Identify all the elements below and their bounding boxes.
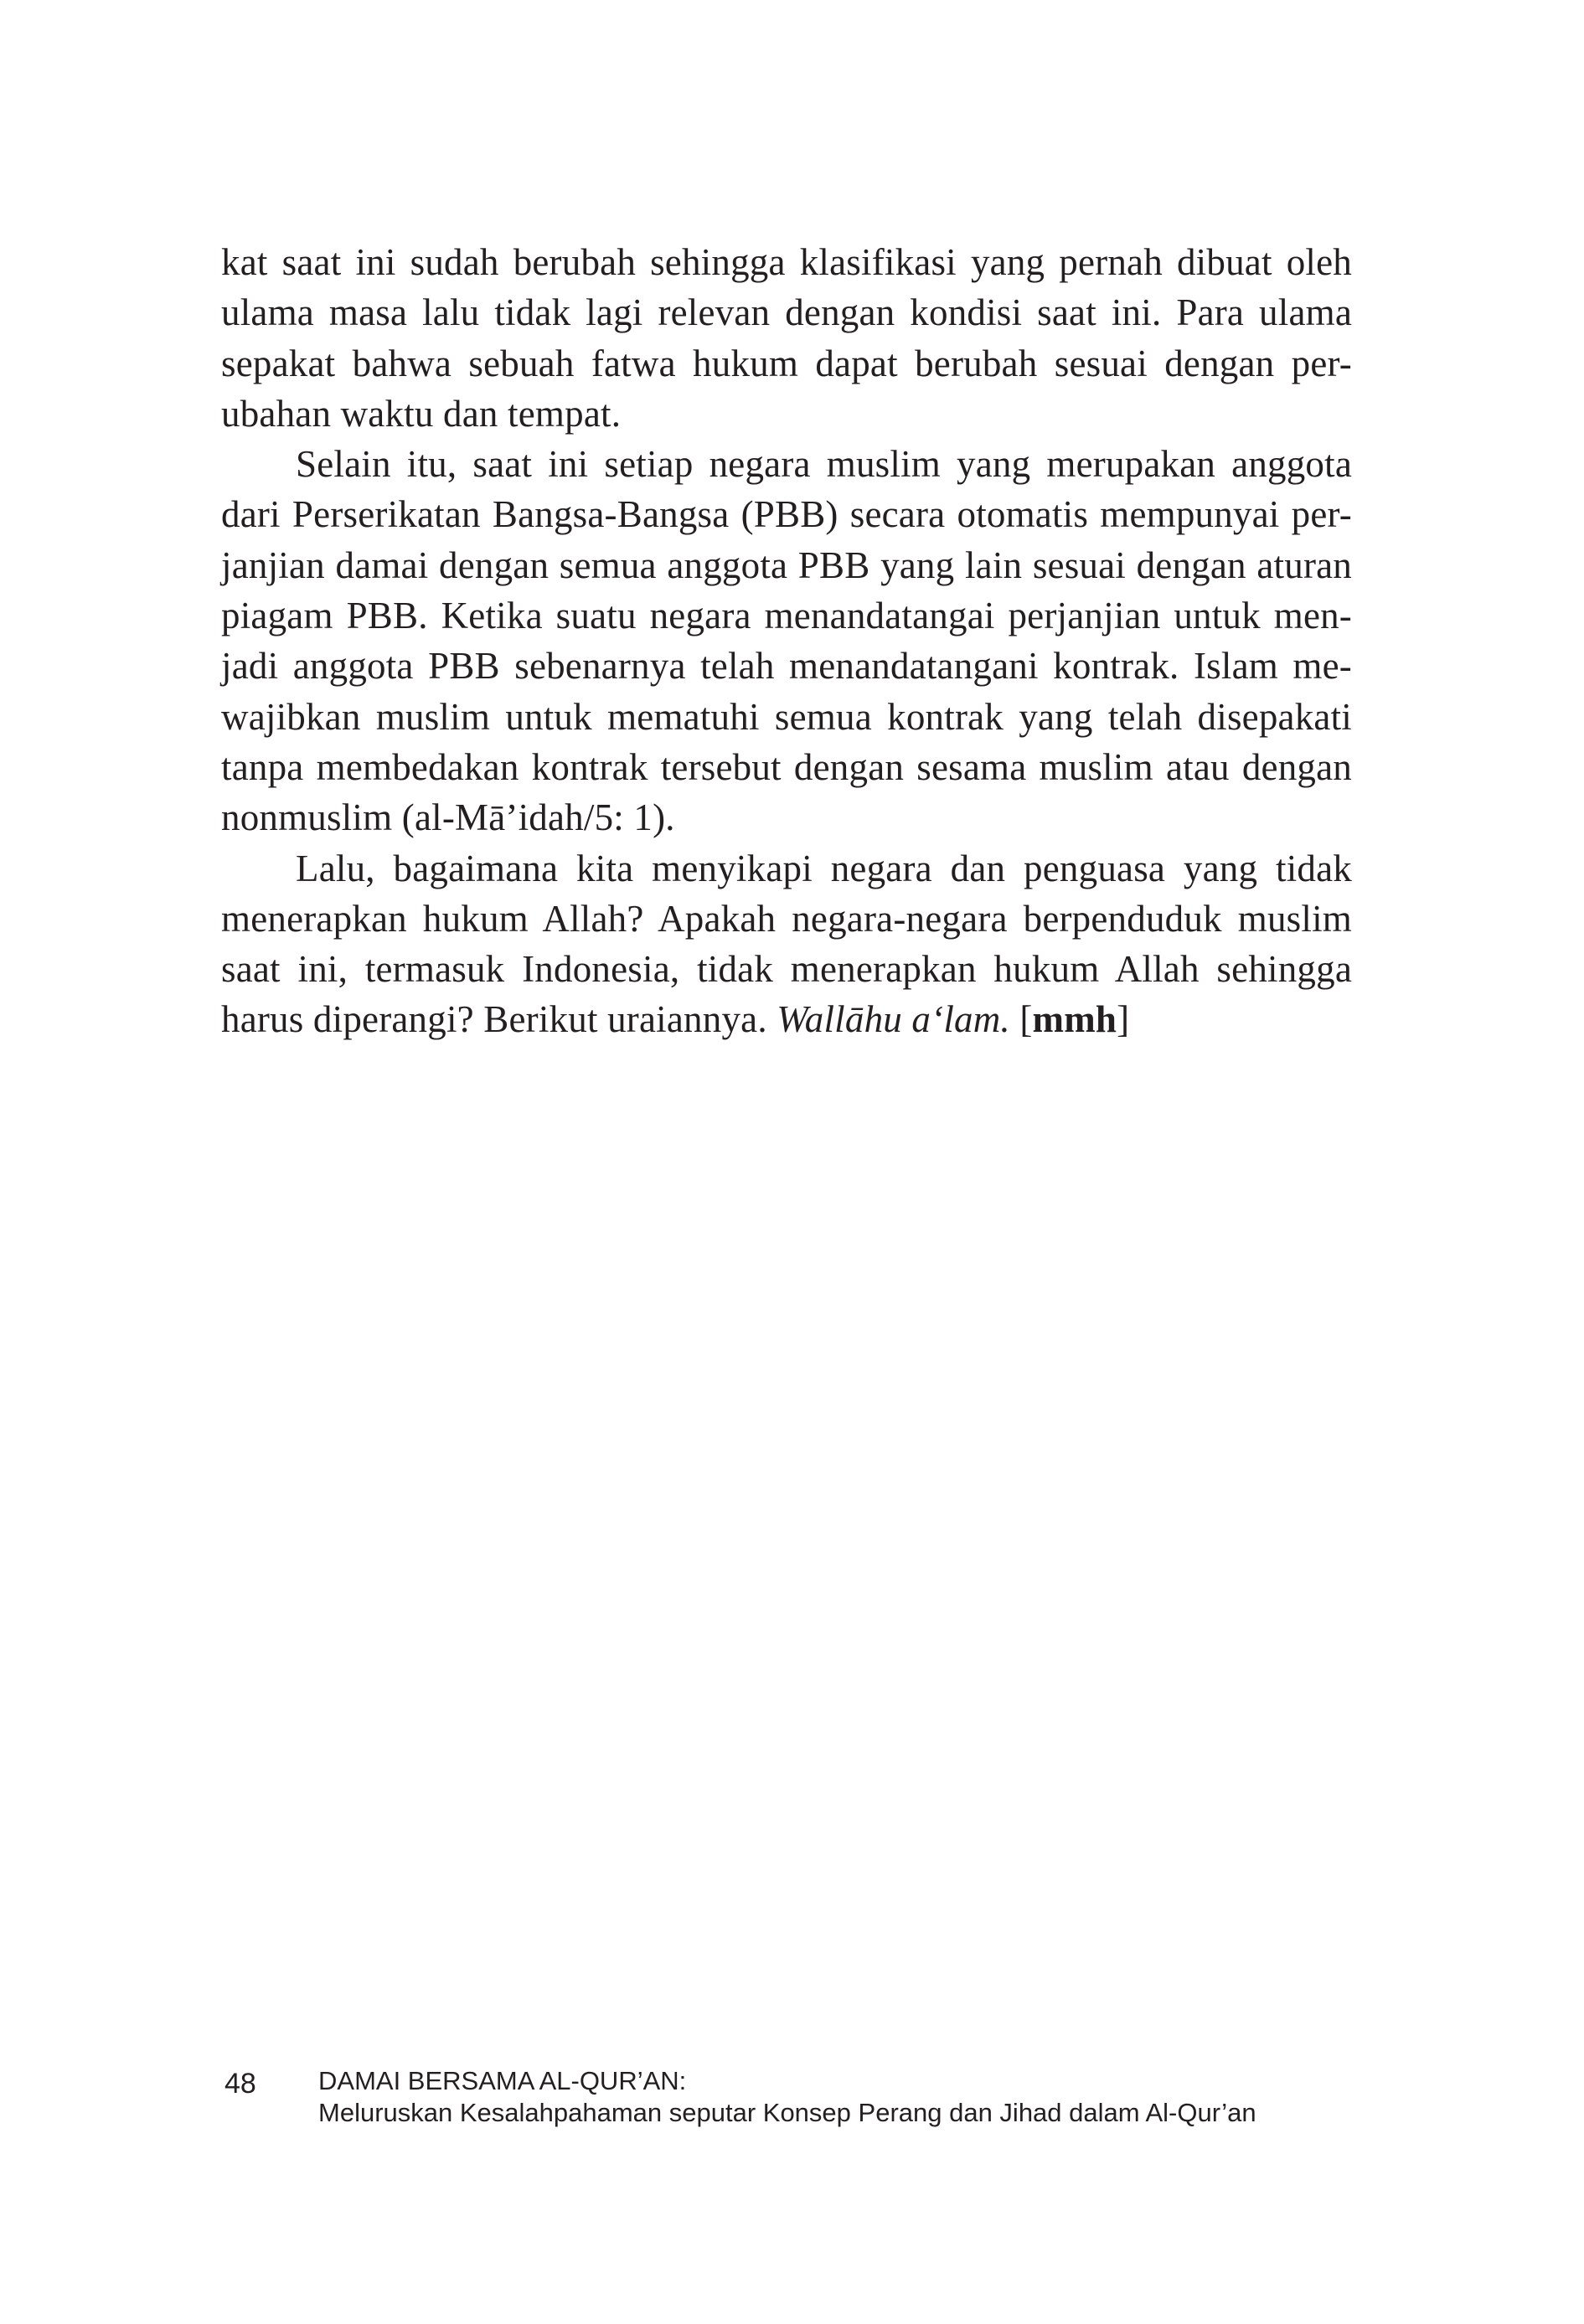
page-footer — [0, 2065, 1584, 2141]
book-subtitle: Meluruskan Kesalahpahaman seputar Konsep Perang dan Jihad dalam Al-Qur’an — [318, 2098, 1256, 2127]
bracket-open: [ — [1009, 998, 1033, 1041]
body-line: janjian damai dengan semua anggota PBB yang lain sesuai dengan aturan — [221, 544, 1352, 586]
book-title: DAMAI BERSAMA AL-QUR’AN: — [318, 2066, 687, 2095]
body-line: ubahan waktu dan tempat. — [221, 392, 622, 435]
body-line: menerapkan hukum Allah? Apakah negara-negara berpenduduk muslim — [221, 897, 1352, 940]
page-number: 48 — [224, 2068, 256, 2100]
body-line: ulama masa lalu tidak lagi relevan dengan kondisi saat ini. Para ulama — [221, 291, 1352, 334]
final-body-line — [221, 994, 1352, 1044]
author-initials: mmh — [1032, 998, 1117, 1041]
body-line: piagam PBB. Ketika suatu negara menandatangai perjanjian untuk men- — [221, 595, 1352, 637]
final-line-text: harus diperangi? Berikut uraiannya. — [221, 998, 777, 1041]
body-line: sepakat bahwa sebuah fatwa hukum dapat berubah sesuai dengan per- — [221, 342, 1352, 384]
paragraph-start-line: Lalu, bagaimana kita menyikapi negara dan penguasa yang tidak — [296, 847, 1352, 889]
bracket-close: ] — [1117, 998, 1130, 1041]
closing-phrase: Wallāhu a‘lam. — [777, 998, 1010, 1041]
body-line: tanpa membedakan kontrak tersebut dengan sesama muslim atau dengan — [221, 745, 1352, 788]
paragraph-start-line: Selain itu, saat ini setiap negara muslim yang merupakan anggota — [296, 443, 1352, 486]
running-title — [318, 2065, 1256, 2129]
body-line: nonmuslim (al-Mā’idah/5: 1). — [221, 796, 675, 839]
body-line: wajibkan muslim untuk mematuhi semua kontrak yang telah disepakati — [221, 695, 1352, 738]
body-line: kat saat ini sudah berubah sehingga klasifikasi yang pernah dibuat oleh — [221, 241, 1352, 283]
body-line: jadi anggota PBB sebenarnya telah menandatangani kontrak. Islam me- — [221, 645, 1352, 688]
body-text — [221, 237, 1352, 1045]
body-line: saat ini, termasuk Indonesia, tidak menerapkan hukum Allah sehingga — [221, 948, 1352, 991]
body-line: dari Perserikatan Bangsa-Bangsa (PBB) secara otomatis mempunyai per- — [221, 493, 1352, 536]
